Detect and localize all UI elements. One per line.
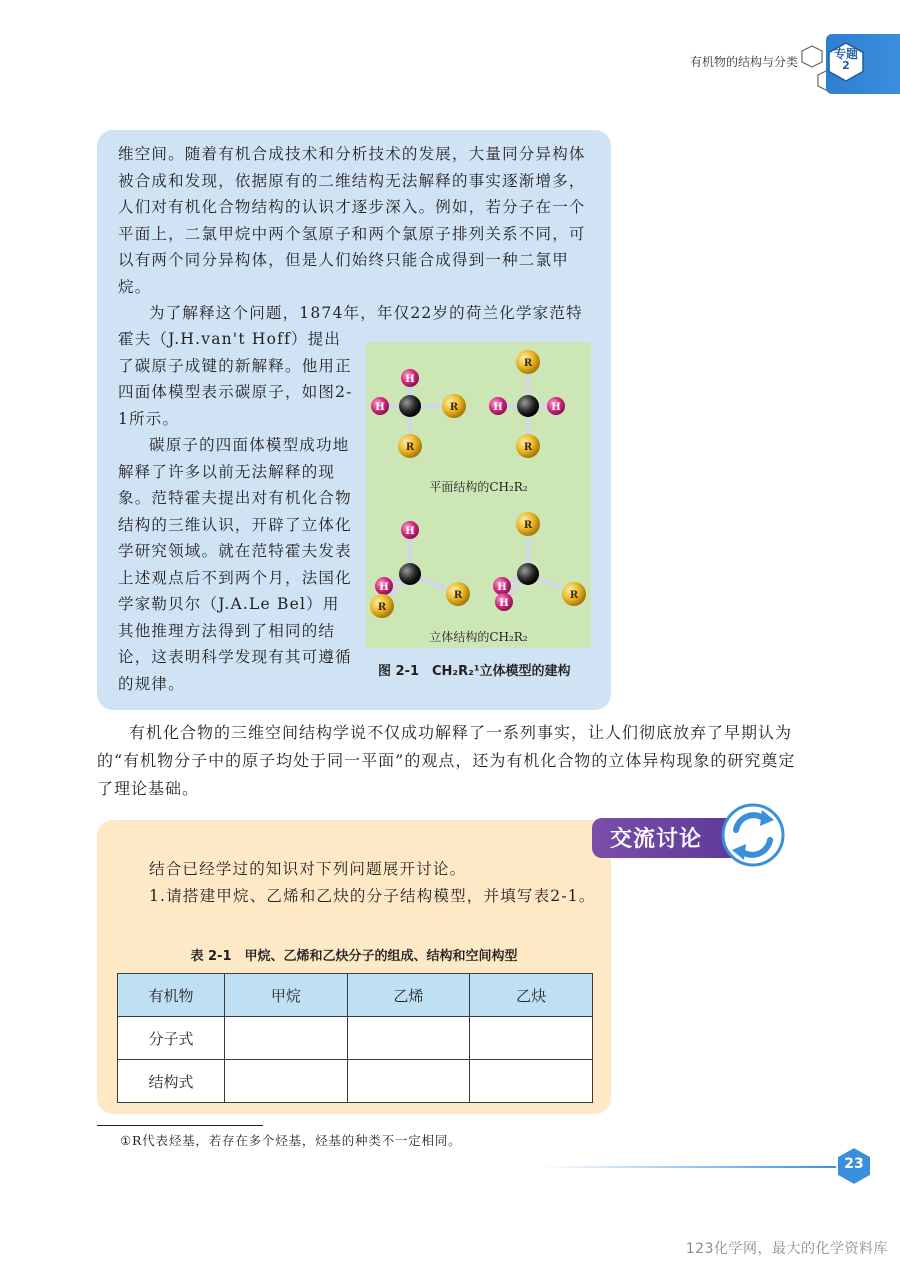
hydrogen-atom-label: H — [497, 582, 507, 593]
figure-subtitle-planar: 平面结构的CH₂R₂ — [429, 480, 528, 494]
refresh-cycle-icon — [718, 798, 788, 872]
hydrogen-atom-label: H — [375, 402, 385, 413]
hydrogen-atom-label: H — [379, 582, 389, 593]
discussion-intro: 结合已经学过的知识对下列问题展开讨论。 — [149, 860, 467, 878]
table-row — [118, 1060, 593, 1103]
table-header-cell: 乙烯 — [347, 974, 470, 1017]
r-group-atom-label: R — [449, 402, 459, 413]
discussion-question-1: 1.请搭建甲烷、乙烯和乙炔的分子结构模型，并填写表2-1。 — [149, 887, 596, 905]
table-cell-blank[interactable] — [470, 1060, 593, 1103]
footnote-divider — [97, 1125, 263, 1126]
section-title: 有机物的结构与分类 — [689, 55, 798, 69]
hydrogen-atom-label: H — [493, 402, 503, 413]
page-footer-line — [540, 1166, 840, 1168]
r-group-atom-label: R — [523, 520, 533, 531]
r-group-atom-label: R — [453, 590, 463, 601]
table-header-cell: 有机物 — [118, 974, 225, 1017]
r-group-atom-label: R — [377, 602, 387, 613]
r-group-atom-label: R — [523, 442, 533, 453]
hydrogen-atom-label: H — [405, 374, 415, 385]
table-cell-blank[interactable] — [347, 1060, 470, 1103]
reading-paragraph-2: 为了解释这个问题，1874年，年仅22岁的荷兰化学家范特 — [149, 304, 583, 322]
molecule-models-illustration — [366, 342, 591, 648]
chapter-label: 专题 2 — [829, 48, 863, 72]
figure-caption: 图 2-1 CH₂R₂¹立体模型的建构 — [378, 664, 571, 679]
main-paragraph: 有机化合物的三维空间结构学说不仅成功解释了一系列事实，让人们彻底放弃了早期认为的“有机物分子中的原子均处于同一平面”的观点，还为有机化合物的立体异构现象的研究奠定了理论基础。 — [97, 723, 796, 798]
table-row — [118, 1017, 593, 1060]
table-cell-blank[interactable] — [347, 1017, 470, 1060]
table-cell-blank[interactable] — [225, 1060, 348, 1103]
table-cell-blank[interactable] — [470, 1017, 593, 1060]
watermark: 123化学网，最大的化学资料库 — [685, 1241, 888, 1257]
footnote: ①R代表烃基，若存在多个烃基，烃基的种类不一定相同。 — [120, 1133, 462, 1148]
table-cell-blank[interactable] — [225, 1017, 348, 1060]
reading-paragraph-3: 霍夫（J.H.van't Hoff）提出了碳原子成键的新解释。他用正四面体模型表示碳原子，如图2-1所示。 — [118, 330, 353, 428]
hydrogen-atom-label: H — [405, 526, 415, 537]
table-header-cell: 甲烷 — [225, 974, 348, 1017]
r-group-atom-label: R — [405, 442, 415, 453]
r-group-atom-label: R — [523, 358, 533, 369]
table-2-1 — [117, 973, 593, 1103]
hydrogen-atom-label: H — [499, 598, 509, 609]
reading-paragraph-1: 维空间。随着有机合成技术和分析技术的发展，大量同分异构体被合成和发现，依据原有的二维结构无法解释的事实逐渐增多，人们对有机化合物结构的认识才逐步深入。例如，若分子在一个平面上，二氯甲烷中两个氢原子和两个氯原子排列关系不同，可以有两个同分异构体，但是人们始终只能合成得到一种二氯甲烷。 — [118, 145, 586, 296]
hydrogen-atom-label: H — [551, 402, 561, 413]
figure-subtitle-3d: 立体结构的CH₂R₂ — [429, 630, 528, 644]
table-header-row — [118, 974, 593, 1017]
table-row-label: 分子式 — [118, 1017, 225, 1060]
r-group-atom-label: R — [569, 590, 579, 601]
chapter-number: 2 — [842, 59, 850, 72]
reading-paragraph-4: 碳原子的四面体模型成功地解释了许多以前无法解释的现象。范特霍夫提出对有机化合物结构的三维认识，开辟了立体化学研究领域。就在范特霍夫发表上述观点后不到两个月，法国化学家勒贝尔（J.A.Le Bel）用其他推理方法得到了相同的结论，这表明科学发现有其可遵循的规律。 — [118, 436, 352, 693]
discussion-badge-label: 交流讨论 — [610, 827, 703, 852]
table-row-label: 结构式 — [118, 1060, 225, 1103]
table-2-1-title: 表 2-1 甲烷、乙烯和乙炔分子的组成、结构和空间构型 — [190, 949, 518, 964]
table-header-cell: 乙炔 — [470, 974, 593, 1017]
figure-2-1 — [366, 342, 591, 648]
page-number: 23 — [844, 1156, 864, 1172]
